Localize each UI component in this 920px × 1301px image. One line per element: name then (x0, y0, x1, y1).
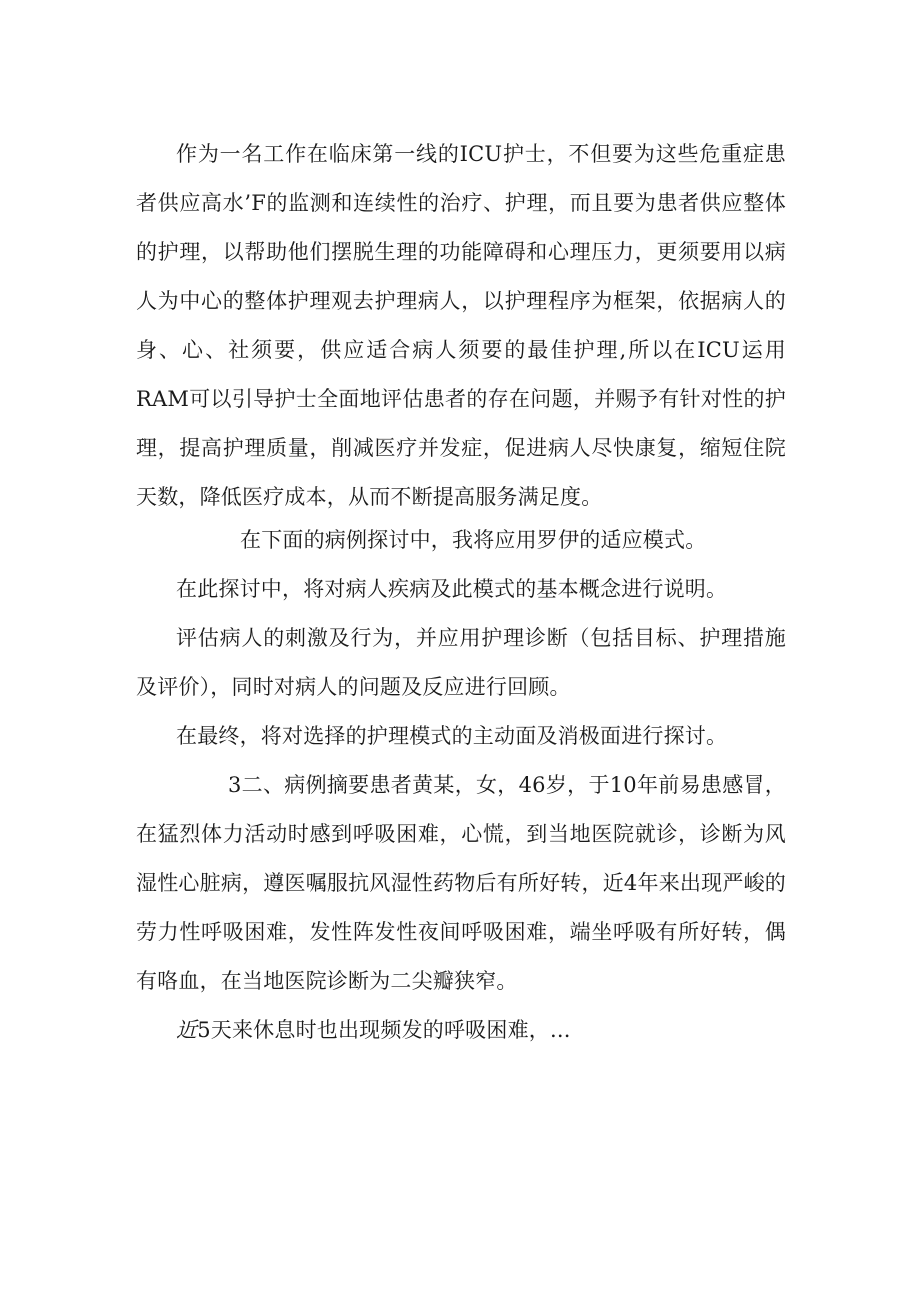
paragraph-evaluation: 在最终，将对选择的护理模式的主动面及消极面进行探讨。 (176, 724, 728, 748)
paragraph-icu-nursing: 作为一名工作在临床第一线的ICU护士，不但要为这些危重症患者供应高水’F的监测和连续性的治疗、护理，而且要为患者供应整体的护理，以帮助他们摆脱生理的功能障碍和心理压力，更须要用以病人为中心的整体护理观去护理病人，以护理程序为框架，依据病人的身、心、社须要，供应适合病人须要的最佳护理,所以在ICU运用RAM可以引导护士全面地评估患者的存在问题，并赐予有针对性的护理，提高护理质量，削减医疗并发症，促进病人尽快康复，缩短住院天数，降低医疗成本，从而不断提高服务满足度。 (136, 142, 786, 509)
paragraph-lead-char: 近 (176, 1018, 198, 1042)
paragraph-recent-symptoms (136, 1006, 786, 1055)
paragraph-assessment: 评估病人的刺激及行为，并应用护理诊断（包括目标、护理措施及评价），同时对病人的问题及反应进行回顾。 (136, 626, 786, 699)
paragraph-case-intro: 在下面的病例探讨中，我将应用罗伊的适应模式。 (240, 528, 707, 552)
paragraph-concepts: 在此探讨中，将对病人疾病及此模式的基本概念进行说明。 (176, 577, 728, 601)
paragraph-rest-text: 5天来休息时也出现频发的呼吸困难，... (197, 1018, 571, 1042)
paragraph-case-summary: 3二、病例摘要患者黄某，女，46岁，于10年前易患感冒，在猛烈体力活动时感到呼吸困难，心慌，到当地医院就诊，诊断为风湿性心脏病，遵医嘱服抗风湿性药物后有所好转，近4年来出现严峻的劳力性呼吸困难，发性阵发性夜间呼吸困难，端坐呼吸有所好转，偶有咯血，在当地医院诊断为二尖瓣狭窄。 (136, 773, 786, 993)
